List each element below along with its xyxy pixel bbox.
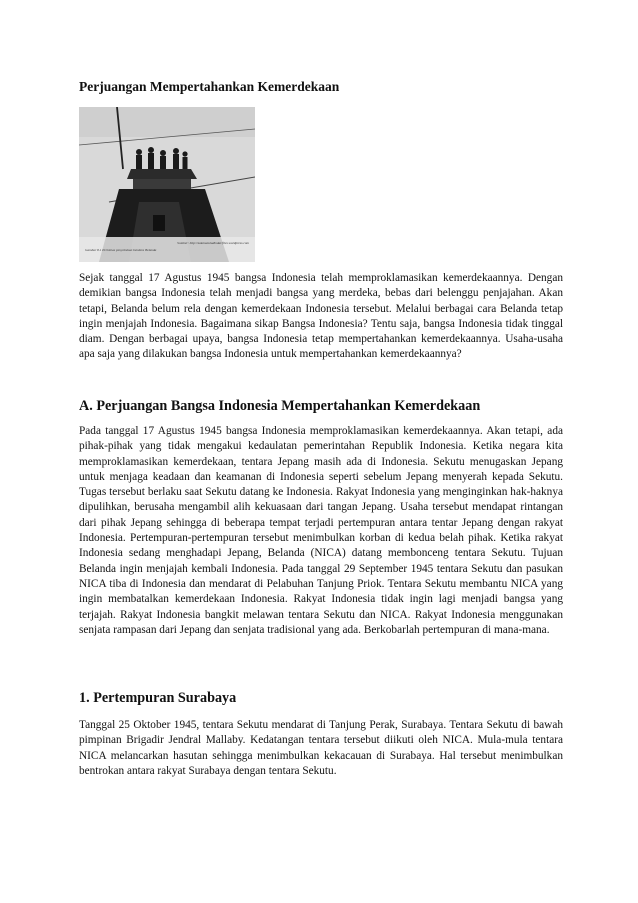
intro-paragraph: Sejak tanggal 17 Agustus 1945 bangsa Indonesia telah memproklamasikan kemerdekaannya. Dengan demikian bangsa Indonesia telah menjadi bangsa yang merdeka, bebas dari belenggu penjajahan. Akan tetapi, Belanda belum rela dengan kemerdekaan Indonesia tersebut. Melalui berbagai cara Belanda tetap ingin menjajah Indonesia. Bagaimana sikap Bangsa Indonesia? Tentu saja, bangsa Indonesia tidak tinggal diam. Dengan berbagai upaya, bangsa Indonesia tetap mempertahankan kemerdekaannya. Usaha-usaha apa saja yang dilakukan bangsa Indonesia untuk mempertahankan kemerdekaannya?: [79, 272, 563, 361]
photo-source: Sumber: http://sakmanuladindal.files.wordpress.com: [177, 241, 249, 245]
section-a-paragraph: Pada tanggal 17 Agustus 1945 bangsa Indonesia memproklamasikan kemerdekaannya. Akan tetapi, ada pihak-pihak yang tidak mengakui kedaulatan pemerintahan Republik Indonesia. Ketika negara kita memproklamasikan kemerdekaan, tentara Jepang masih ada di Indonesia. Sekutu menugaskan Jepang untuk menjaga keadaan dan keamanan di Indonesia seperti sebelum Jepang menyerah kepada Sekutu. Tugas tersebut berlaku saat Sekutu datang ke Indonesia. Rakyat Indonesia yang menginginkan hak-haknya dipulihkan, berusaha mengambil alih kekuasaan dari tangan Jepang. Usaha tersebut mendapat rintangan dari pihak Jepang sehingga di beberapa tempat terjadi pertempuran antara tentar Jepang dengan rakyat Indonesia. Pertempuran-pertempuran tersebut menimbulkan korban di kedua belah pihak. Ketika rakyat Indonesia sedang menghadapi Jepang, Belanda (NICA) datang membonceng tentara Sekutu. Tujuan Belanda ingin menjajah kembali Indonesia. Pada tanggal 29 September 1945 tentara Sekutu dan pasukan NICA tiba di Indonesia dan mendarat di Pelabuhan Tanjung Priok. Tentara Sekutu membantu NICA yang ingin membatalkan kemerdekaan Indonesia. Rakyat Indonesia tidak ingin lagi menjadi bangsa yang terjajah. Rakyat Indonesia bangkit melawan tentara Sekutu dan NICA. Rakyat Indonesia menggunakan senjata rampasan dari Jepang dan senjata tradisional yang ada. Berkobarlah pertempuran di mana-mana.: [79, 425, 563, 636]
section-1-heading: 1. Pertempuran Surabaya: [79, 690, 237, 706]
document-title: Perjuangan Mempertahankan Kemerdekaan: [79, 79, 340, 94]
historical-photo: [79, 107, 255, 262]
section-1-paragraph: Tanggal 25 Oktober 1945, tentara Sekutu mendarat di Tanjung Perak, Surabaya. Tentara Sekutu di bawah pimpinan Brigadir Jendral Mallaby. Kedatangan tentara tersebut diikuti oleh NICA. Mula-mula tentara NICA melancarkan hasutan sehingga menimbulkan kekacauan di Surabaya. Hal tersebut menimbulkan bentrokan antara rakyat Surabaya dengan tentara Sekutu.: [79, 719, 563, 777]
photo-caption: Gambar 8.1 Peristiwa penyobekan bendera Belanda: [85, 248, 157, 252]
section-a-heading: A. Perjuangan Bangsa Indonesia Mempertahankan Kemerdekaan: [79, 398, 481, 414]
photo-illustration: [79, 107, 255, 262]
